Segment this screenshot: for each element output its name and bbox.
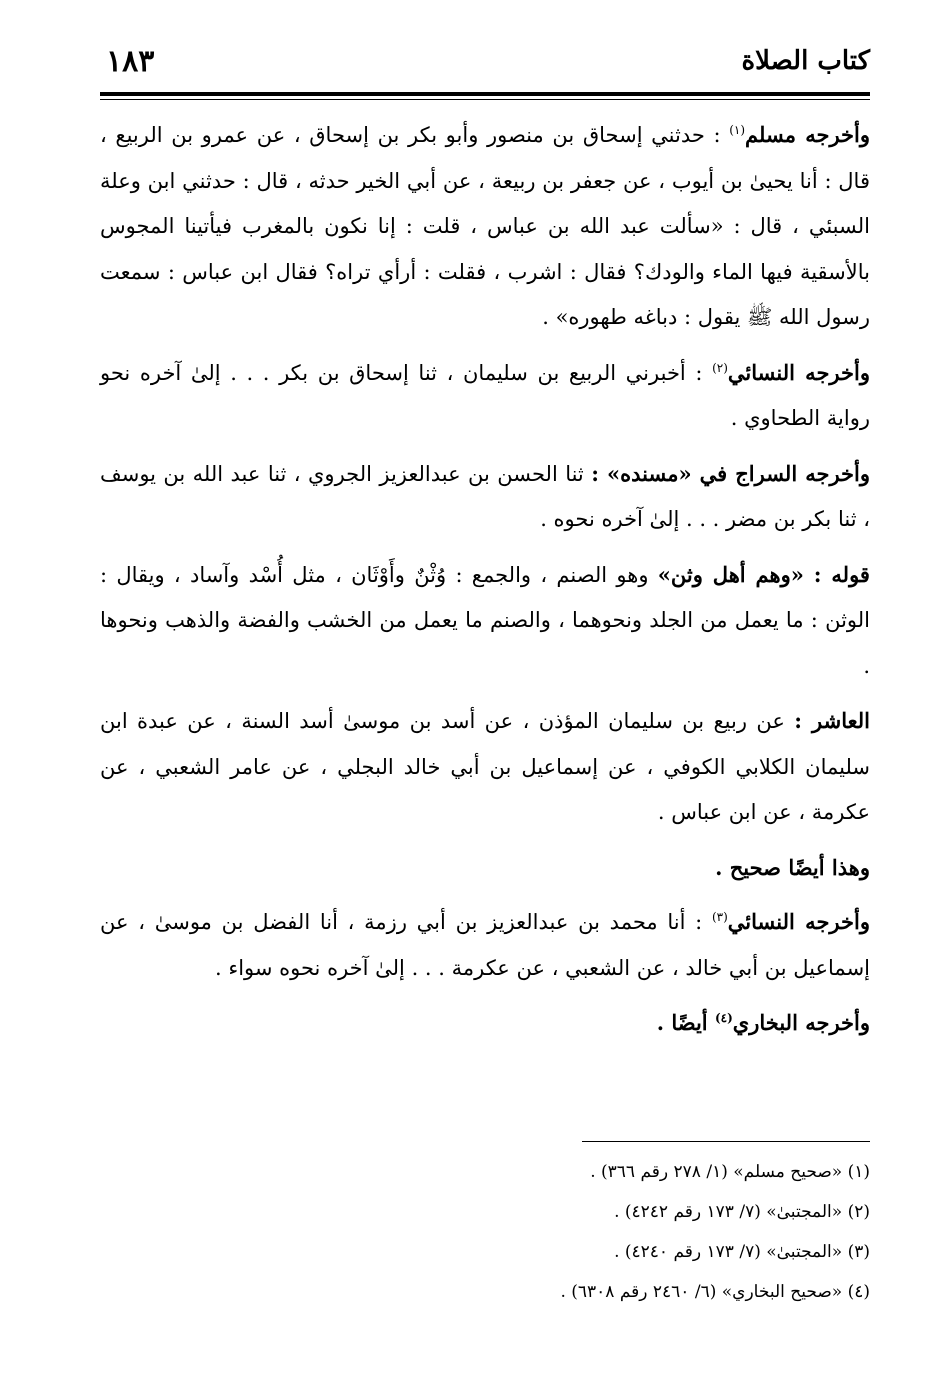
paragraph-text: : أنا محمد بن عبدالعزيز بن أبي رزمة ، أنا الفضل بن موسىٰ ، عن إسماعيل بن أبي خالد ، عن الشعبي ، عن عكرمة . . . إلىٰ آخره نحوه سواء . — [100, 910, 870, 980]
footnote-4: (٤) «صحيح البخاري» (٦/ ٢٤٦٠ رقم ٦٣٠٨) . — [560, 1282, 870, 1302]
paragraph-lead: وأخرجه النسائي — [727, 909, 870, 934]
footnote-ref: (٣) — [711, 910, 728, 924]
paragraph-lead: وأخرجه البخاري — [732, 1010, 870, 1035]
paragraph-lead: وأخرجه مسلم — [745, 122, 870, 147]
paragraph-wathan — [100, 552, 870, 690]
paragraph-lead: وأخرجه النسائي — [727, 359, 870, 385]
page-number: ١٨٣ — [106, 44, 155, 79]
paragraph-nasai-3 — [100, 899, 870, 991]
header-rule-thin — [100, 99, 870, 100]
footnotes — [100, 1152, 870, 1312]
header-rule-thick — [100, 92, 870, 96]
paragraph-lead: وأخرجه السراج في «مسنده» : — [591, 460, 870, 486]
paragraph-tail: أيضًا . — [656, 1010, 708, 1035]
footnote-3: (٣) «المجتبىٰ» (٧/ ١٧٣ رقم ٤٢٤٠) . — [614, 1242, 870, 1262]
footnote-1: (١) «صحيح مسلم» (١/ ٢٧٨ رقم ٣٦٦) . — [590, 1162, 870, 1182]
paragraph-lead: العاشر : — [794, 708, 870, 733]
footnote-2: (٢) «المجتبىٰ» (٧/ ١٧٣ رقم ٤٢٤٢) . — [614, 1202, 870, 1222]
footnote-ref: (٢) — [712, 360, 728, 375]
chapter-title: كتاب الصلاة — [741, 46, 870, 76]
footnote-ref: (٤) — [714, 1011, 733, 1025]
paragraph-text: : حدثني إسحاق بن منصور وأبو بكر بن إسحاق ، عن عمرو بن الربيع ، قال : أنا يحيىٰ بن أيوب ، عن جعفر بن ربيعة ، عن أبي الخير حدثه ، قال : حدثني ابن وعلة السبئي ، قال : «سألت عبد الله بن عباس ، قلت : إنا نكون بالمغرب فيأتينا المجوس بالأسقية فيها الماء والودك؟ فقال : اشرب ، فقلت : أرأي تراه؟ فقال ابن عباس : سمعت رسول الله ﷺ يقول : دباغه طهوره» . — [100, 123, 870, 329]
page-header — [100, 44, 870, 94]
heading-sahih: وهذا أيضًا صحيح . — [715, 854, 870, 880]
paragraph-nasai-2 — [100, 350, 870, 442]
paragraph-lead: قوله : «وهم أهل وثن» — [657, 561, 870, 587]
paragraph-muslim — [100, 112, 870, 341]
paragraph-text: وهو الصنم ، والجمع : وُثْنٌ وأَوْثَان ، مثل أُسْد وآساد ، ويقال : الوثن : ما يعمل من الجلد ونحوهما ، والصنم ما يعمل من الخشب والفضة والذهب ونحوها . — [100, 562, 870, 678]
paragraph-sarraj — [100, 451, 870, 543]
main-text — [100, 112, 870, 1055]
footnote-divider — [582, 1141, 870, 1142]
paragraph-tenth — [100, 698, 870, 836]
paragraph-text: ثنا الحسن بن عبدالعزيز الجروي ، ثنا عبد الله بن يوسف ، ثنا بكر بن مضر . . . إلىٰ آخره نحوه . — [100, 461, 870, 531]
paragraph-text: : أخبرني الربيع بن سليمان ، ثنا إسحاق بن بكر . . . إلىٰ آخره نحو رواية الطحاوي . — [100, 360, 870, 430]
paragraph-bukhari — [100, 1000, 870, 1046]
footnote-ref: (١) — [729, 123, 746, 137]
paragraph-text: عن ربيع بن سليمان المؤذن ، عن أسد بن موسىٰ أسد السنة ، عن عبدة ابن سليمان الكلابي الكوفي ، عن إسماعيل بن أبي خالد البجلي ، عن عامر الشعبي ، عن عكرمة ، عن ابن عباس . — [100, 709, 870, 824]
